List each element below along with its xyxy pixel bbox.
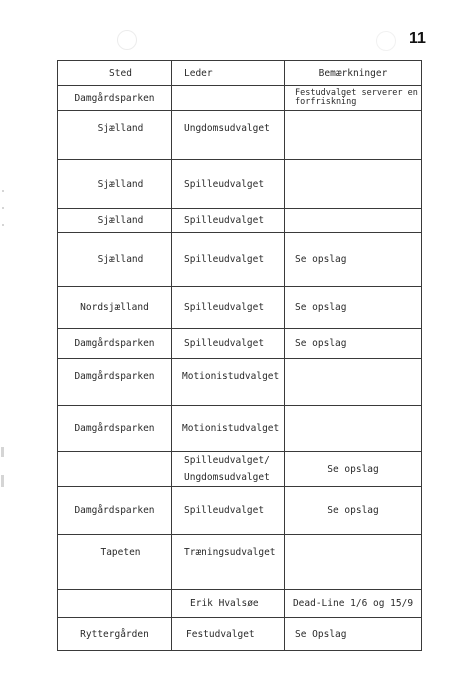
cell-leder: Ungdomsudvalget bbox=[172, 111, 285, 160]
cell-leder: Erik Hvalsøe bbox=[172, 590, 285, 618]
table-row bbox=[58, 287, 422, 329]
header-leder: Leder bbox=[172, 61, 285, 86]
cell-sted: Damgårdsparken bbox=[58, 359, 172, 406]
cell-leder: Spilleudvalget bbox=[172, 209, 285, 233]
cell-bemaerkning: Se opslag bbox=[285, 487, 422, 535]
table-row bbox=[58, 590, 422, 618]
cell-bemaerkning: Se opslag bbox=[285, 233, 422, 287]
cell-leder: Spilleudvalget bbox=[172, 233, 285, 287]
cell-bemaerkning: Se opslag bbox=[285, 287, 422, 329]
cell-bemaerkning bbox=[285, 160, 422, 209]
punch-hole-mark bbox=[376, 31, 396, 51]
cell-sted: Sjælland bbox=[58, 111, 172, 160]
table-row bbox=[58, 209, 422, 233]
margin-mark bbox=[2, 224, 4, 226]
table-row bbox=[58, 160, 422, 209]
cell-sted: Ryttergården bbox=[58, 618, 172, 651]
header-bemaerkninger: Bemærkninger bbox=[285, 61, 422, 86]
cell-bemaerkning: Se opslag bbox=[285, 452, 422, 487]
table-row bbox=[58, 406, 422, 452]
cell-leder: Festudvalget bbox=[172, 618, 285, 651]
cell-sted: Nordsjælland bbox=[58, 287, 172, 329]
table-row bbox=[58, 86, 422, 111]
cell-leder: Spilleudvalget bbox=[172, 160, 285, 209]
cell-sted: Damgårdsparken bbox=[58, 329, 172, 359]
page-number: 11 bbox=[409, 30, 426, 47]
cell-bemaerkning: Se Opslag bbox=[285, 618, 422, 651]
margin-mark bbox=[1, 447, 4, 457]
table-row bbox=[58, 618, 422, 651]
cell-sted bbox=[58, 452, 172, 487]
cell-sted: Damgårdsparken bbox=[58, 86, 172, 111]
cell-sted bbox=[58, 590, 172, 618]
table-row bbox=[58, 452, 422, 487]
margin-mark bbox=[2, 207, 4, 209]
cell-leder: Spilleudvalget/ Ungdomsudvalget bbox=[172, 452, 285, 487]
table-row bbox=[58, 233, 422, 287]
cell-sted: Damgårdsparken bbox=[58, 487, 172, 535]
margin-mark bbox=[2, 190, 4, 192]
cell-bemaerkning bbox=[285, 111, 422, 160]
punch-hole-mark bbox=[117, 30, 137, 50]
table-row bbox=[58, 359, 422, 406]
table-row bbox=[58, 535, 422, 590]
cell-bemaerkning: Dead-Line 1/6 og 15/9 bbox=[285, 590, 422, 618]
cell-bemaerkning: Festudvalget serverer en forfriskning bbox=[285, 86, 422, 111]
cell-bemaerkning bbox=[285, 535, 422, 590]
cell-leder bbox=[172, 86, 285, 111]
table-header-row bbox=[58, 61, 422, 86]
cell-sted: Tapeten bbox=[58, 535, 172, 590]
cell-sted: Sjælland bbox=[58, 209, 172, 233]
cell-bemaerkning: Se opslag bbox=[285, 329, 422, 359]
cell-leder: Spilleudvalget bbox=[172, 329, 285, 359]
cell-sted: Damgårdsparken bbox=[58, 406, 172, 452]
cell-bemaerkning bbox=[285, 406, 422, 452]
cell-leder: Motionistudvalget bbox=[172, 359, 285, 406]
cell-bemaerkning bbox=[285, 359, 422, 406]
cell-leder: Motionistudvalget bbox=[172, 406, 285, 452]
table-row bbox=[58, 111, 422, 160]
schedule-table bbox=[57, 60, 422, 651]
table-row bbox=[58, 329, 422, 359]
margin-mark bbox=[1, 475, 4, 487]
cell-leder: Spilleudvalget bbox=[172, 487, 285, 535]
header-sted: Sted bbox=[58, 61, 172, 86]
cell-sted: Sjælland bbox=[58, 160, 172, 209]
cell-bemaerkning bbox=[285, 209, 422, 233]
cell-sted: Sjælland bbox=[58, 233, 172, 287]
table-row bbox=[58, 487, 422, 535]
cell-leder: Spilleudvalget bbox=[172, 287, 285, 329]
cell-leder: Træningsudvalget bbox=[172, 535, 285, 590]
